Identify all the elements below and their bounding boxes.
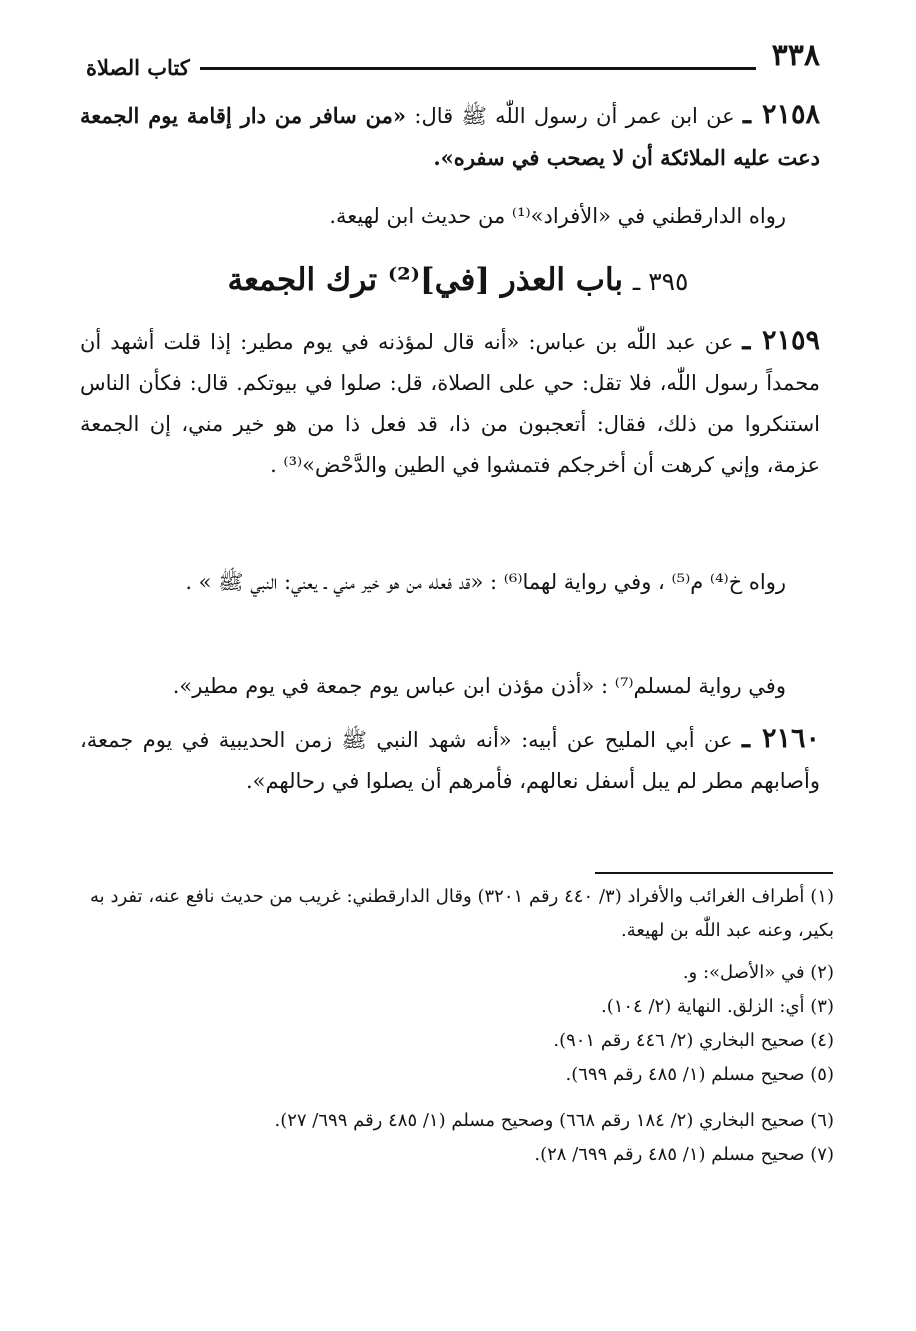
hadith-intro: عن ابن عمر أن رسول اللّٰه ﷺ قال: — [414, 104, 735, 128]
hadith-text: عن عبد اللّٰه بن عباس: «أنه قال لمؤذنه في يوم مطير: إذا قلت أشهد أن محمداً رسول اللّٰه، فلا تقل: حي على الصلاة، قل: صلوا في بيوتكم. قال: فكأن الناس استنكروا من ذلك، فقال: أتعجبون من ذا، قد فعل ذا من هو خير مني، إن الجمعة عزمة، وإني كرهت أن أخرجكم فتمشوا في الطين والدَّحْض»⁽³⁾ . — [80, 330, 820, 477]
hadith-2158-source: رواه الدارقطني في «الأفراد»⁽¹⁾ من حديث ابن لهيعة. — [329, 204, 786, 228]
hadith-2159-muslim-variant: وفي رواية لمسلم⁽⁷⁾ : «أذن مؤذن ابن عباس يوم جمعة في يوم مطير». — [172, 674, 786, 698]
footnote-rule — [595, 872, 833, 874]
chapter-title: باب العذر [في]⁽²⁾ ترك الجمعة — [227, 262, 624, 298]
hadith-number: ٢١٦٠ ـ — [741, 723, 821, 754]
footnote-4: (٤) صحيح البخاري (٢/ ٤٤٦ رقم ٩٠١). — [553, 1030, 834, 1051]
chapter-number: ٣٩٥ ـ — [632, 267, 689, 296]
footnote-3: (٣) أي: الزلق. النهاية (٢/ ١٠٤). — [600, 996, 834, 1017]
footnote-5: (٥) صحيح مسلم (١/ ٤٨٥ رقم ٦٩٩). — [565, 1064, 834, 1085]
hadith-2160 — [80, 718, 820, 802]
book-title: كتاب الصلاة — [86, 55, 190, 80]
footnote-1: (١) أطراف الغرائب والأفراد (٣/ ٤٤٠ رقم ٣٢٠١) وقال الدارقطني: غريب من حديث نافع عنه، تفرد به بكير، وعنه عبد اللّٰه بن لهيعة. — [90, 886, 834, 941]
footnote-7: (٧) صحيح مسلم (١/ ٤٨٥ رقم ٦٩٩/ ٢٨). — [534, 1144, 834, 1165]
hadith-number: ٢١٥٩ ـ — [742, 325, 821, 356]
hadith-number: ٢١٥٨ ـ — [743, 99, 820, 130]
footnote-6: (٦) صحيح البخاري (٢/ ١٨٤ رقم ٦٦٨) وصحيح مسلم (١/ ٤٨٥ رقم ٦٩٩/ ٢٧). — [274, 1110, 834, 1131]
chapter-heading — [80, 255, 836, 307]
hadith-quote: «من سافر من دار إقامة يوم الجمعة دعت عليه الملائكة أن لا يصحب في سفره». — [80, 103, 820, 170]
hadith-2159-source: رواه خ⁽⁴⁾ م⁽⁵⁾ ، وفي رواية لهما⁽⁶⁾ : «قد فعله من هو خير مني ـ يعني: النبي ﷺ » . — [185, 570, 786, 594]
footnote-2: (٢) في «الأصل»: و. — [682, 962, 834, 983]
header-rule — [200, 67, 756, 70]
page-number: ٣٣٨ — [771, 38, 820, 73]
hadith-text: عن أبي المليح عن أبيه: «أنه شهد النبي ﷺ زمن الحديبية في يوم جمعة، وأصابهم مطر لم يبل أسفل نعالهم، فأمرهم أن يصلوا في رحالهم». — [80, 728, 820, 793]
hadith-2159 — [80, 320, 820, 486]
hadith-2158 — [80, 94, 820, 179]
